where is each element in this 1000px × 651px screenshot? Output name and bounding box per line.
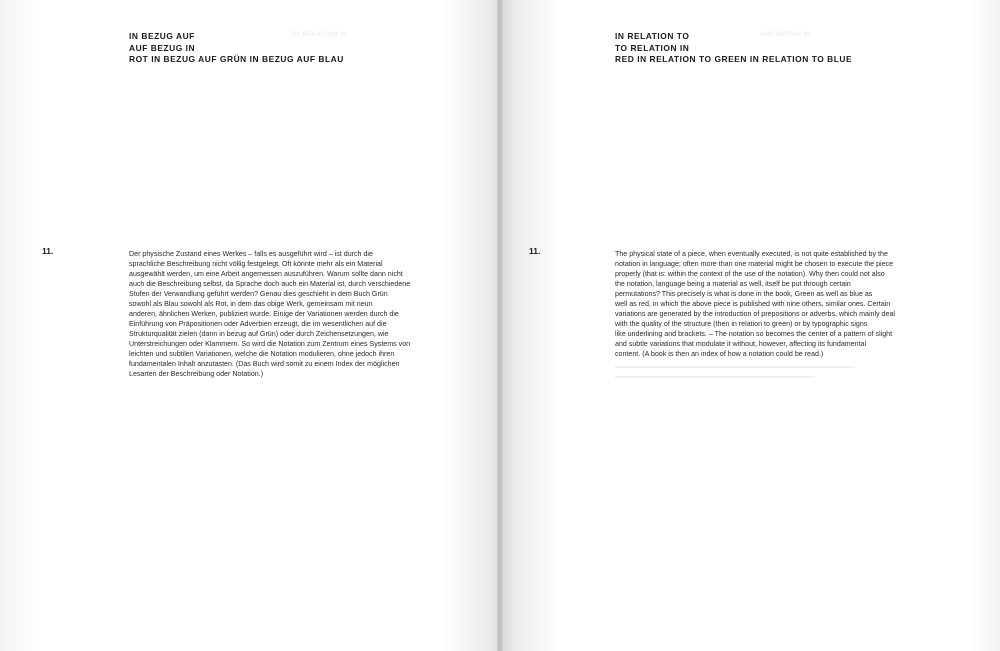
right-body-line: properly (that is: within the context of the use of the notation). Why then could not also [615,270,885,278]
right-body-line: the notation, language being a material as well, itself be put through certain [615,280,851,288]
right-body-line: permutations? This precisely is what is done in the book, Green as well as blue as [615,290,873,298]
left-body-line: ausgewählt werden, um eine Arbeit angemessen auszuführen. Warum sollte dann nicht [129,270,403,278]
left-heading-line-3: ROT IN BEZUG AUF GRÜN IN BEZUG AUF BLAU [129,54,344,64]
left-body-line: anderen, ähnlichen Werken, publiziert wurde. Einige der Variationen werden durch die [129,310,399,318]
right-page [500,0,1000,651]
right-body-line: well as red, in which the above piece is published with nine others, similar ones. Certain [615,300,891,308]
right-body-line: notation in language; often more than one material might be chosen to execute the piece [615,260,894,268]
left-section-number: 11. [42,246,54,256]
left-body-line: Stufen der Verwandlung geführt werden? Genau dies geschieht in dem Buch Grün [129,290,388,298]
right-body-line: with the quality of the structure (then in relation to green) or by typographic signs [615,320,868,328]
left-body-line: Lesarten der Beschreibung oder Notation.) [129,370,264,378]
right-body-line: like underlining and brackets. – The notation so becomes the center of a pattern of slight [615,330,893,338]
right-body-line: and subtle variations that modulate it without, however, affecting its fundamental [615,340,867,348]
show-through-shadow [615,376,815,378]
right-section-number: 11. [529,246,541,256]
right-heading [615,31,852,66]
left-heading-line-2: AUF BEZUG IN [129,42,196,53]
book-gutter [497,0,503,651]
right-body-line: The physical state of a piece, when eventually executed, is not quite established by the [615,250,888,258]
left-body-line: auch die Beschreibung selbst, da Sprache doch auch ein Material ist, durch verschiedene [129,280,411,288]
right-heading-line-3: RED IN RELATION TO GREEN IN RELATION TO BLUE [615,54,853,64]
left-body-line: Der physische Zustand eines Werkes – falls es ausgeführt wird – ist durch die [129,250,373,258]
left-body-line: fundamentalen Inhalt anzutasten. (Das Buch wird somit zu einem Index der möglichen [129,360,400,368]
right-body-line: variations are generated by the introduction of prepositions or adverbs, which mainly deal [615,310,895,318]
left-body-line: Strukturqualität zielen (dann in bezug auf Grün) oder durch Zeichensetzungen, wie [129,330,389,338]
right-body-text [615,249,895,359]
show-through-text: TO RELATION IN [290,31,348,38]
left-body-line: sowohl als Blau sowohl als Rot, in dem das obige Werk, gemeinsam mit neun [129,300,373,308]
right-heading-line-1: IN RELATION TO [615,31,690,41]
left-heading [129,31,344,66]
right-heading-line-2: TO RELATION IN [615,42,690,53]
right-body-line: content. (A book is then an index of how a notation could be read.) [615,350,824,358]
left-body-line: leichten und subtilen Variationen, welche die Notation modulieren, ohne jedoch ihren [129,350,395,358]
left-body-text [129,249,410,379]
left-body-line: Einführung von Präpositionen oder Adverbien erzeugt, die im wesentlichen auf die [129,320,387,328]
left-heading-line-1: IN BEZUG AUF [129,31,195,41]
show-through-text: AUF BEZUG IN [760,31,812,38]
show-through-shadow [615,366,855,368]
left-body-line: sprachliche Beschreibung nicht völlig festgelegt. Oft könnte mehr als ein Material [129,260,383,268]
left-body-line: Unterstreichungen oder Klammern. So wird die Notation zum Zentrum eines Systems von [129,340,411,348]
